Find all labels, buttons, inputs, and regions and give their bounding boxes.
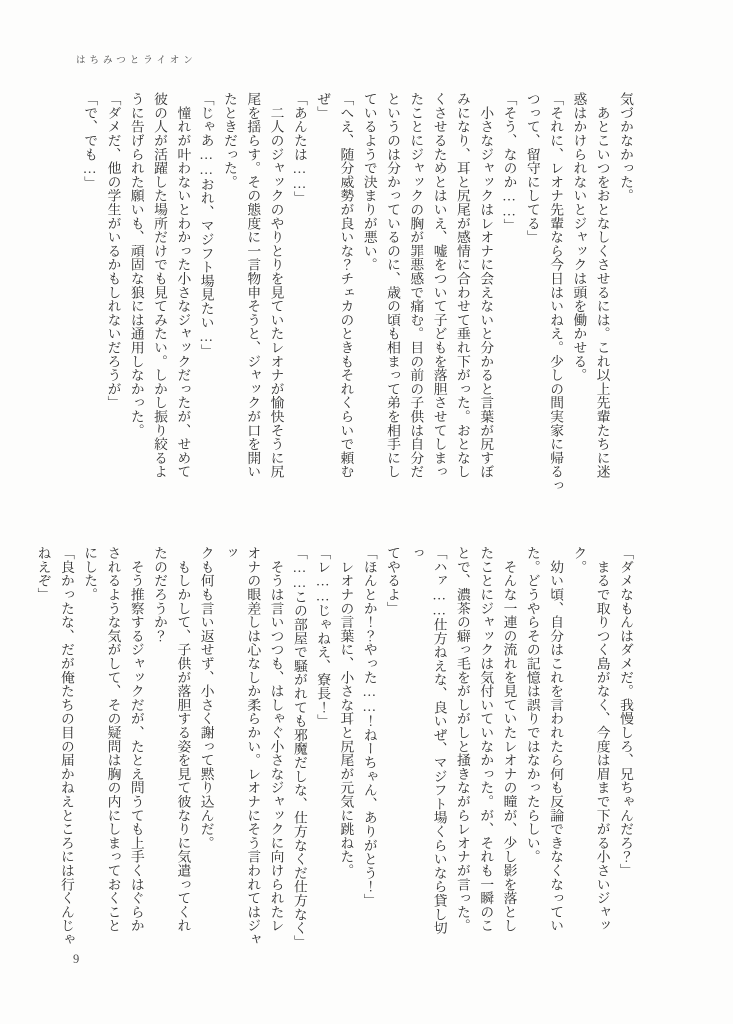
text-column: にした。: [82, 546, 98, 602]
text-column: つって、留守にしてる」: [524, 92, 540, 244]
running-title: はちみつとライオン: [76, 56, 197, 66]
text-column: ぜ」: [315, 92, 331, 120]
text-column: 「良かったな、だが俺たちの目の届かねえところには行くんじゃ: [58, 546, 74, 947]
lower-text-block: [31, 546, 637, 947]
text-column: 小さなジャックはレオナに会えないと分かると言葉が尻すぼ: [478, 92, 494, 479]
text-column: オナの眼差しは心なしか柔らかい。レオナにそう言われてはジャッ: [221, 546, 261, 947]
text-column: 尾を揺らす。その態度に一言物申そうと、ジャックが口を開い: [245, 92, 261, 479]
text-column: たのだろうか？: [152, 546, 168, 643]
text-column: 「へえ、随分威勢が良いな？チェカのときもそれくらいで頼む: [338, 92, 354, 479]
text-column: というのは分かっているのに、歳の頃も相まって弟を相手にし: [385, 92, 401, 479]
text-column: みになり、耳と尻尾が感情に合わせて垂れ下がった。おとなし: [454, 92, 470, 479]
text-column: 「ダメなもんはダメだ。我慢しろ、兄ちゃんだろ？」: [618, 546, 633, 878]
text-column: 気づかなかった。: [618, 92, 633, 203]
text-column: 「……この部屋で騒がれても邪魔だしな、仕方なくだ仕方なく」: [291, 546, 307, 949]
text-column: てやるよ」: [385, 546, 401, 615]
text-column: たことにジャックの胸が罪悪感で痛む。目の前の子供は自分だ: [408, 92, 424, 479]
text-column: 「じゃあ……おれ、マジフト場見たい…」: [198, 92, 214, 358]
text-column: うに告げられた願いも、頑固な狼には通用しなかった。: [128, 92, 144, 437]
text-column: 「で、でも…」: [82, 92, 98, 190]
text-column: 「あんたは……」: [291, 92, 307, 205]
text-column: されるような気がして、その疑問は胸の内にしまっておくこと: [105, 546, 121, 933]
text-column: 「ダメだ、他の学生がいるかもしれないだろうが」: [105, 92, 121, 410]
text-column: あとこいつをおとなしくさせるには。これ以上先輩たちに迷: [594, 92, 610, 479]
text-column: たことにジャックは気付いていなかった。が、それも一瞬のこ: [478, 546, 494, 933]
text-column: まるで取りつく島がなく、今度は眉まで下がる小さいジャッ: [594, 546, 610, 933]
text-column: とで、濃茶の癖っ毛をがしがしと掻きながらレオナが言った。: [454, 546, 470, 933]
text-column: レオナの言葉に、小さな耳と尻尾が元気に跳ねた。: [338, 546, 354, 878]
text-column: ク。: [571, 546, 587, 574]
text-column: 幼い頃、自分はこれを言われたら何も反論できなくなってい: [548, 546, 564, 933]
text-column: 二人のジャックのやりとりを見ていたレオナが愉快そうに尻: [268, 92, 284, 479]
text-column: もしかして、子供が落胆する姿を見て彼なりに気遣ってくれ: [175, 546, 191, 933]
text-column: そう推察するジャックだが、たとえ問うても上手くはぐらか: [128, 546, 144, 933]
text-column: 「ハァ……仕方ねえな、良いぜ、マジフト場くらいなら貸し切っ: [408, 546, 447, 935]
page-number: 9: [73, 952, 80, 966]
text-column: くさせるためとはいえ、嘘をついて子どもを落胆させてしまっ: [431, 92, 447, 479]
text-column: たときだった。: [221, 92, 237, 189]
text-column: そうは言いつつも、はしゃぐ小さなジャックに向けられたレ: [268, 546, 284, 933]
text-column: ているようで決まりが悪い。: [361, 92, 377, 272]
text-column: 惑はかけられないとジャックは頭を働かせる。: [571, 92, 587, 382]
text-column: た。どうやらその記憶は誤りではなかったらしい。: [524, 546, 540, 864]
text-column: クも何も言い返せず、小さく謝って黙り込んだ。: [198, 546, 214, 850]
text-column: ねえぞ」: [35, 546, 51, 602]
text-column: 「ほんとか！？やった……！ねーちゃん、ありがとう！」: [361, 546, 377, 908]
upper-text-block: [78, 92, 637, 493]
text-column: 「それに、レオナ先輩なら今日はいねえ。少しの間実家に帰るっ: [548, 92, 564, 493]
text-column: 彼の人が活躍した場所だけでも見てみたい。しかし振り絞るよ: [152, 92, 168, 479]
text-column: 「そう、なのか……」: [501, 92, 517, 233]
text-column: 「レ……じゃねえ、寮長！」: [315, 546, 331, 728]
text-column: そんな一連の流れを見ていたレオナの瞳が、少し影を落とし: [501, 546, 517, 933]
text-column: 憧れが叶わないとわかった小さなジャックだったが、せめて: [175, 92, 191, 479]
